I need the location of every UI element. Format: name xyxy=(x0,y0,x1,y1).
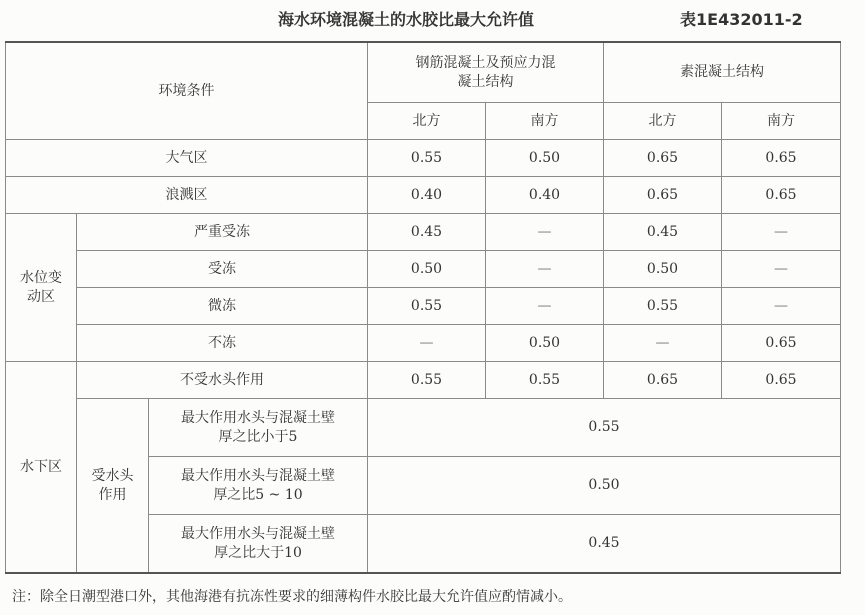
header-plain: 素混凝土结构 xyxy=(604,42,841,103)
header-env: 环境条件 xyxy=(6,42,368,140)
header-plain-south: 南方 xyxy=(722,103,841,140)
cell-value: 0.40 xyxy=(486,177,604,214)
cell-value: — xyxy=(722,214,841,251)
header-row-1 xyxy=(6,42,841,103)
row-label: 最大作用水头与混凝土壁 厚之比大于10 xyxy=(149,515,368,574)
row-label: 最大作用水头与混凝土壁 厚之比小于5 xyxy=(149,399,368,457)
cell-value-merged: 0.45 xyxy=(368,515,841,574)
cell-value: — xyxy=(368,325,486,362)
table-row xyxy=(6,325,841,362)
header-rc-north: 北方 xyxy=(368,103,486,140)
row-label: 不冻 xyxy=(77,325,368,362)
cell-value: 0.65 xyxy=(604,140,722,177)
table-row xyxy=(6,288,841,325)
cell-value: 0.45 xyxy=(604,214,722,251)
cell-value: 0.50 xyxy=(604,251,722,288)
cell-value: 0.50 xyxy=(486,140,604,177)
table-caption xyxy=(0,7,865,33)
cell-value-merged: 0.55 xyxy=(368,399,841,457)
table-row xyxy=(6,214,841,251)
cell-value: 0.50 xyxy=(368,251,486,288)
row-label: 微冻 xyxy=(77,288,368,325)
cell-value: 0.45 xyxy=(368,214,486,251)
row-label: 不受水头作用 xyxy=(77,362,368,399)
cell-value-merged: 0.50 xyxy=(368,457,841,515)
row-label: 最大作用水头与混凝土壁 厚之比5 ~ 10 xyxy=(149,457,368,515)
group-label-underwater: 水下区 xyxy=(6,362,77,574)
cell-value: 0.55 xyxy=(486,362,604,399)
table-row xyxy=(6,362,841,399)
table-row xyxy=(6,140,841,177)
cell-value: — xyxy=(486,214,604,251)
water-binder-ratio-table xyxy=(5,41,841,574)
cell-value: 0.65 xyxy=(722,177,841,214)
header-rc-south: 南方 xyxy=(486,103,604,140)
table-note: 注：除全日潮型港口外，其他海港有抗冻性要求的细薄构件水胶比最大允许值应酌情减小。 xyxy=(12,589,572,605)
group-label-tidal: 水位变 动区 xyxy=(6,214,77,362)
cell-value: 0.65 xyxy=(722,140,841,177)
cell-value: 0.40 xyxy=(368,177,486,214)
table-title: 海水环境混凝土的水胶比最大允许值 xyxy=(278,10,535,29)
cell-value: — xyxy=(486,288,604,325)
cell-value: 0.50 xyxy=(486,325,604,362)
cell-value: 0.65 xyxy=(604,362,722,399)
table-code: 表1E432011-2 xyxy=(680,10,803,29)
table-row xyxy=(6,399,841,457)
cell-value: — xyxy=(604,325,722,362)
cell-value: — xyxy=(722,288,841,325)
cell-value: 0.55 xyxy=(604,288,722,325)
row-label: 严重受冻 xyxy=(77,214,368,251)
cell-value: — xyxy=(722,251,841,288)
table-row xyxy=(6,177,841,214)
cell-value: 0.55 xyxy=(368,362,486,399)
row-label: 大气区 xyxy=(6,140,368,177)
cell-value: 0.55 xyxy=(368,288,486,325)
cell-value: 0.65 xyxy=(722,362,841,399)
group-label-head: 受水头 作用 xyxy=(77,399,149,574)
cell-value: 0.55 xyxy=(368,140,486,177)
header-rc: 钢筋混凝土及预应力混 凝土结构 xyxy=(368,42,604,103)
row-label: 受冻 xyxy=(77,251,368,288)
table-row xyxy=(6,251,841,288)
cell-value: 0.65 xyxy=(722,325,841,362)
cell-value: 0.65 xyxy=(604,177,722,214)
header-plain-north: 北方 xyxy=(604,103,722,140)
row-label: 浪溅区 xyxy=(6,177,368,214)
cell-value: — xyxy=(486,251,604,288)
